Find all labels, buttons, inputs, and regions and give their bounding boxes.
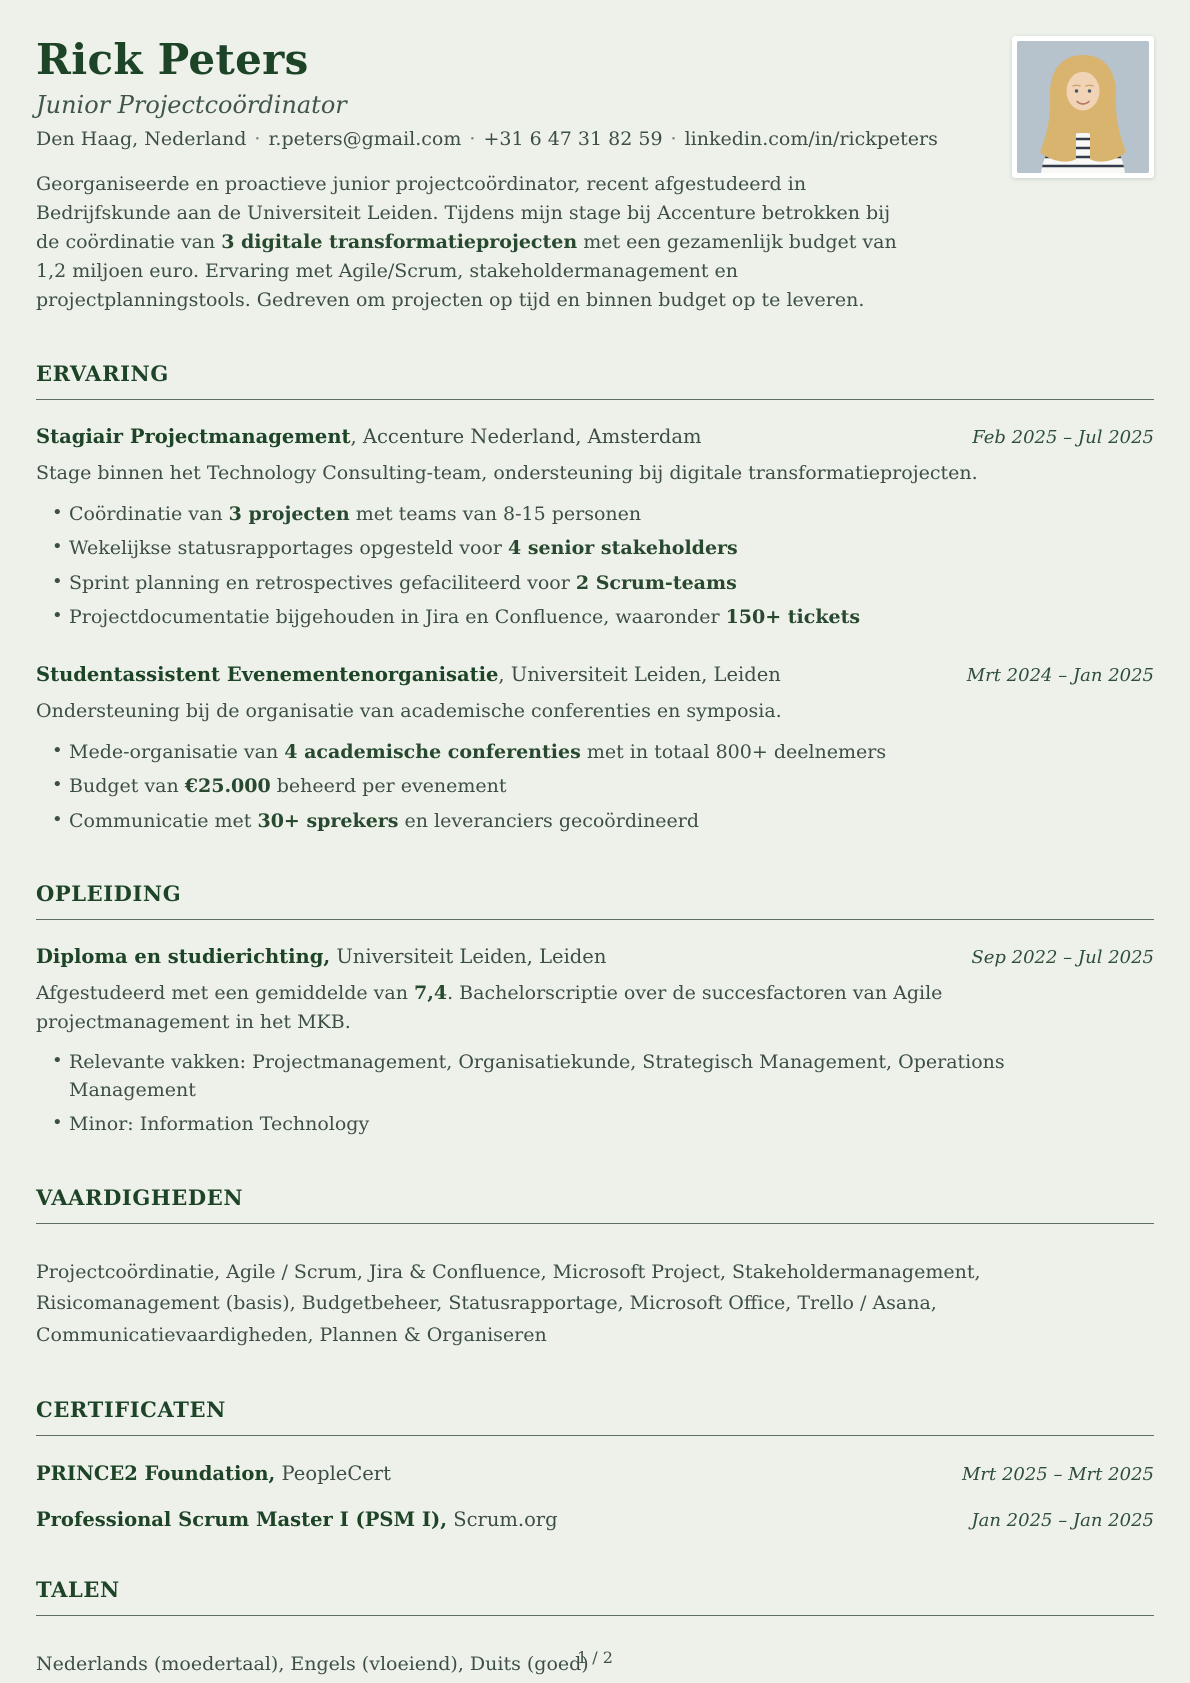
bullet-list (36, 1049, 1154, 1139)
entry-date: Sep 2022 – Jul 2025 (971, 947, 1154, 969)
section-heading-talen: TALEN (36, 1577, 1154, 1616)
job-title: Junior Projectcoördinator (36, 91, 347, 120)
right-eyebrow (1086, 85, 1093, 86)
right-eye (1088, 89, 1091, 92)
entry-title (36, 945, 606, 968)
entry-date: Mrt 2025 – Mrt 2025 (961, 1463, 1154, 1485)
entry-title (36, 425, 702, 448)
bullet-item: • Budget van €25.000 beheerd per evenement (52, 773, 1089, 801)
section-vaardigheden (36, 1185, 1154, 1351)
entry-header (36, 1462, 1154, 1485)
person-name: Rick Peters (36, 35, 309, 84)
certificate-name: Professional Scrum Master I (PSM I), (36, 1507, 448, 1531)
certificate-issuer: PeopleCert (275, 1461, 391, 1485)
section-opleiding (36, 881, 1154, 1139)
section-heading-ervaring: ERVARING (36, 361, 1154, 400)
entry-org: , Accenture Nederland, Amsterdam (350, 425, 702, 449)
summary-paragraph (36, 170, 918, 315)
certificate-issuer: Scrum.org (447, 1507, 558, 1531)
certificate-entry (36, 1508, 1154, 1531)
summary-bold: 3 digitale transformatieprojecten (221, 231, 578, 254)
summary-text: Georganiseerde en proactieve junior projectcoördinator, recent afgestudeerd in Bedrijfskunde aan de Universiteit Leiden. Tijdens mijn stage bij Accenture betrokken bij de coördinatie van (36, 173, 891, 254)
bullet-item: • Minor: Information Technology (52, 1111, 1089, 1139)
profile-photo (1012, 36, 1154, 178)
experience-entry (36, 663, 1154, 835)
section-heading-certificaten: CERTIFICATEN (36, 1397, 1154, 1436)
languages-paragraph: Nederlands (moedertaal), Engels (vloeiend), Duits (goed) (36, 1652, 589, 1675)
entry-date: Feb 2025 – Jul 2025 (972, 427, 1154, 449)
section-ervaring (36, 361, 1154, 835)
dot-separator: · (670, 128, 677, 151)
entry-header (36, 945, 1154, 968)
summary-text: met een gezamenlijk budget van 1,2 miljoen euro. Ervaring met Agile/Scrum, stakeholdermanagement en projectplanningstools. Gedreven om projecten op tijd en binnen budget op te leveren. (36, 231, 897, 312)
entry-description: Stage binnen het Technology Consulting-team, ondersteuning bij digitale transformatieprojecten. (36, 462, 978, 485)
entry-title (36, 1508, 558, 1531)
header (36, 36, 1154, 150)
entry-degree: Diploma en studierichting, (36, 945, 331, 969)
section-heading-opleiding: OPLEIDING (36, 881, 1154, 920)
left-eye (1075, 89, 1078, 92)
bullet-item: • Sprint planning en retrospectives gefaciliteerd voor 2 Scrum-teams (52, 570, 1089, 598)
entry-header (36, 425, 1154, 448)
experience-entry (36, 425, 1154, 632)
bullet-item: • Mede-organisatie van 4 academische conferenties met in totaal 800+ deelnemers (52, 739, 1089, 767)
entry-role: Studentassistent Evenementenorganisatie (36, 663, 499, 687)
contact-phone: +31 6 47 31 82 59 (483, 128, 663, 151)
bullet-list (36, 739, 1154, 836)
certificate-name: PRINCE2 Foundation, (36, 1461, 276, 1485)
entry-description: Ondersteuning bij de organisatie van academische conferenties en symposia. (36, 700, 782, 723)
skills-paragraph: Projectcoördinatie, Agile / Scrum, Jira & Confluence, Microsoft Project, Stakeholdermanagement, Risicomanagement (basis), Budgetbeheer, Statusrapportage, Microsoft Office, Trello / Asana, Communicatievaardigheden, Plannen & Organiseren (36, 1260, 981, 1346)
entry-date: Mrt 2024 – Jan 2025 (966, 665, 1154, 687)
contact-linkedin[interactable]: linkedin.com/in/rickpeters (684, 128, 938, 151)
entry-date: Jan 2025 – Jan 2025 (971, 1509, 1154, 1531)
contact-location: Den Haag, Nederland (36, 128, 247, 151)
bullet-item: • Projectdocumentatie bijgehouden in Jira en Confluence, waaronder 150+ tickets (52, 604, 1089, 632)
section-heading-vaardigheden: VAARDIGHEDEN (36, 1185, 1154, 1224)
bullet-item: • Wekelijkse statusrapportages opgesteld voor 4 senior stakeholders (52, 535, 1089, 563)
entry-header (36, 663, 1154, 686)
bullet-list (36, 501, 1154, 632)
profile-photo-illustration (1017, 41, 1149, 173)
section-certificaten (36, 1397, 1154, 1531)
entry-title (36, 1462, 391, 1485)
entry-org: , Universiteit Leiden, Leiden (498, 663, 781, 687)
certificate-entry (36, 1462, 1154, 1485)
header-text-block (36, 36, 936, 150)
entry-description: Afgestudeerd met een gemiddelde van 7,4. Bachelorscriptie over de succesfactoren van Agile projectmanagement in het MKB. (36, 982, 943, 1033)
bullet-item: • Relevante vakken: Projectmanagement, Organisatiekunde, Strategisch Management, Operations Management (52, 1049, 1089, 1104)
education-entry (36, 945, 1154, 1139)
dot-separator: · (254, 128, 261, 151)
entry-title (36, 663, 781, 686)
bullet-item: • Coördinatie van 3 projecten met teams van 8-15 personen (52, 501, 1089, 529)
contact-email[interactable]: r.peters@gmail.com (268, 128, 462, 151)
bullet-item: • Communicatie met 30+ sprekers en leveranciers gecoördineerd (52, 808, 1089, 836)
entry-header (36, 1508, 1154, 1531)
entry-school: Universiteit Leiden, Leiden (330, 945, 607, 969)
left-eyebrow (1073, 85, 1080, 86)
contact-line (36, 128, 936, 150)
entry-role: Stagiair Projectmanagement (36, 425, 351, 449)
dot-separator: · (469, 128, 476, 151)
page-indicator: 1 / 2 (577, 1648, 613, 1667)
